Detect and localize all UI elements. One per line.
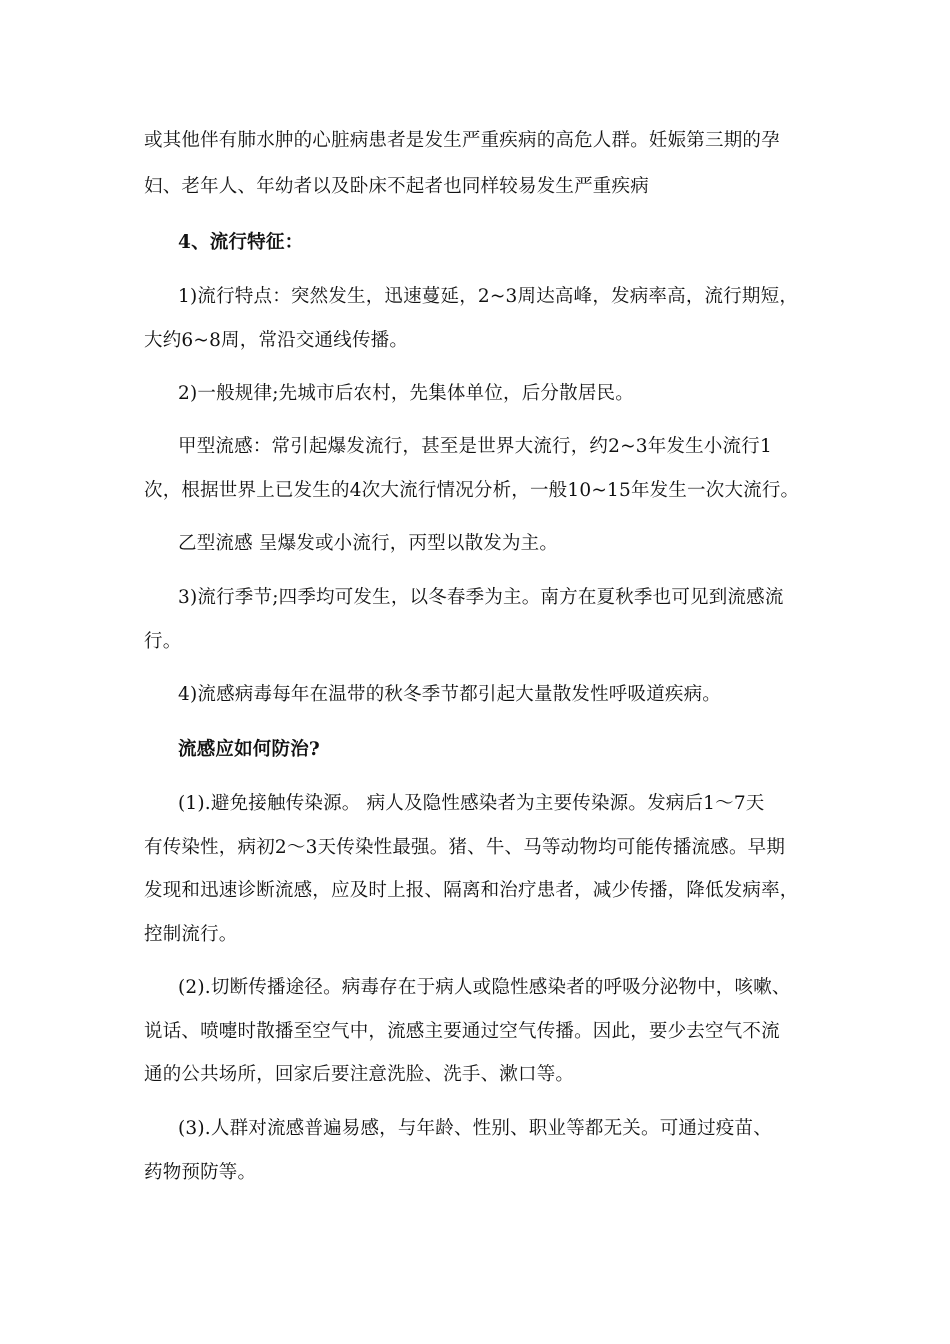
paragraph-3-line-1: 3)流行季节;四季均可发生，以冬春季为主。南方在夏秋季也可见到流感流: [178, 587, 784, 608]
prevention-3-line-1: (3).人群对流感普遍易感，与年龄、性别、职业等都无关。可通过疫苗、: [178, 1118, 772, 1139]
paragraph-4-line-1: 4)流感病毒每年在温带的秋冬季节都引起大量散发性呼吸道疾病。: [178, 684, 721, 705]
section-heading-prevention: 流感应如何防治?: [178, 739, 320, 760]
prevention-1-line-2: 有传染性，病初2～3天传染性最强。猪、牛、马等动物均可能传播流感。早期: [144, 837, 786, 858]
paragraph-3-line-2: 行。: [144, 631, 182, 652]
paragraph-1-line-2: 大约6~8周，常沿交通线传播。: [144, 330, 409, 351]
paragraph-flu-b-line-1: 乙型流感 呈爆发或小流行，丙型以散发为主。: [178, 533, 559, 554]
paragraph-2-line-1: 2)一般规律;先城市后农村，先集体单位，后分散居民。: [178, 383, 634, 404]
prevention-2-line-3: 通的公共场所，回家后要注意洗脸、洗手、漱口等。: [144, 1064, 575, 1085]
paragraph-flu-a-line-2: 次，根据世界上已发生的4次大流行情况分析，一般10~15年发生一次大流行。: [144, 480, 800, 501]
paragraph-1-line-1: 1)流行特点：突然发生，迅速蔓延，2~3周达高峰，发病率高，流行期短，: [178, 286, 799, 307]
paragraph-intro-line-1: 或其他伴有肺水肿的心脏病患者是发生严重疾病的高危人群。妊娠第三期的孕: [144, 130, 780, 151]
prevention-3-line-2: 药物预防等。: [144, 1162, 257, 1183]
prevention-1-line-1: (1).避免接触传染源。 病人及隐性感染者为主要传染源。发病后1～7天: [178, 793, 765, 814]
section-heading-epidemic-features: 4、流行特征：: [178, 232, 304, 253]
prevention-1-line-3: 发现和迅速诊断流感，应及时上报、隔离和治疗患者，减少传播，降低发病率，: [144, 880, 799, 901]
prevention-1-line-4: 控制流行。: [144, 924, 238, 945]
prevention-2-line-2: 说话、喷嚏时散播至空气中，流感主要通过空气传播。因此，要少去空气不流: [144, 1021, 780, 1042]
prevention-2-line-1: (2).切断传播途径。病毒存在于病人或隐性感染者的呼吸分泌物中，咳嗽、: [178, 977, 791, 998]
paragraph-intro-line-2: 妇、老年人、年幼者以及卧床不起者也同样较易发生严重疾病: [144, 176, 649, 197]
paragraph-flu-a-line-1: 甲型流感：常引起爆发流行，甚至是世界大流行，约2~3年发生小流行1: [178, 436, 772, 457]
